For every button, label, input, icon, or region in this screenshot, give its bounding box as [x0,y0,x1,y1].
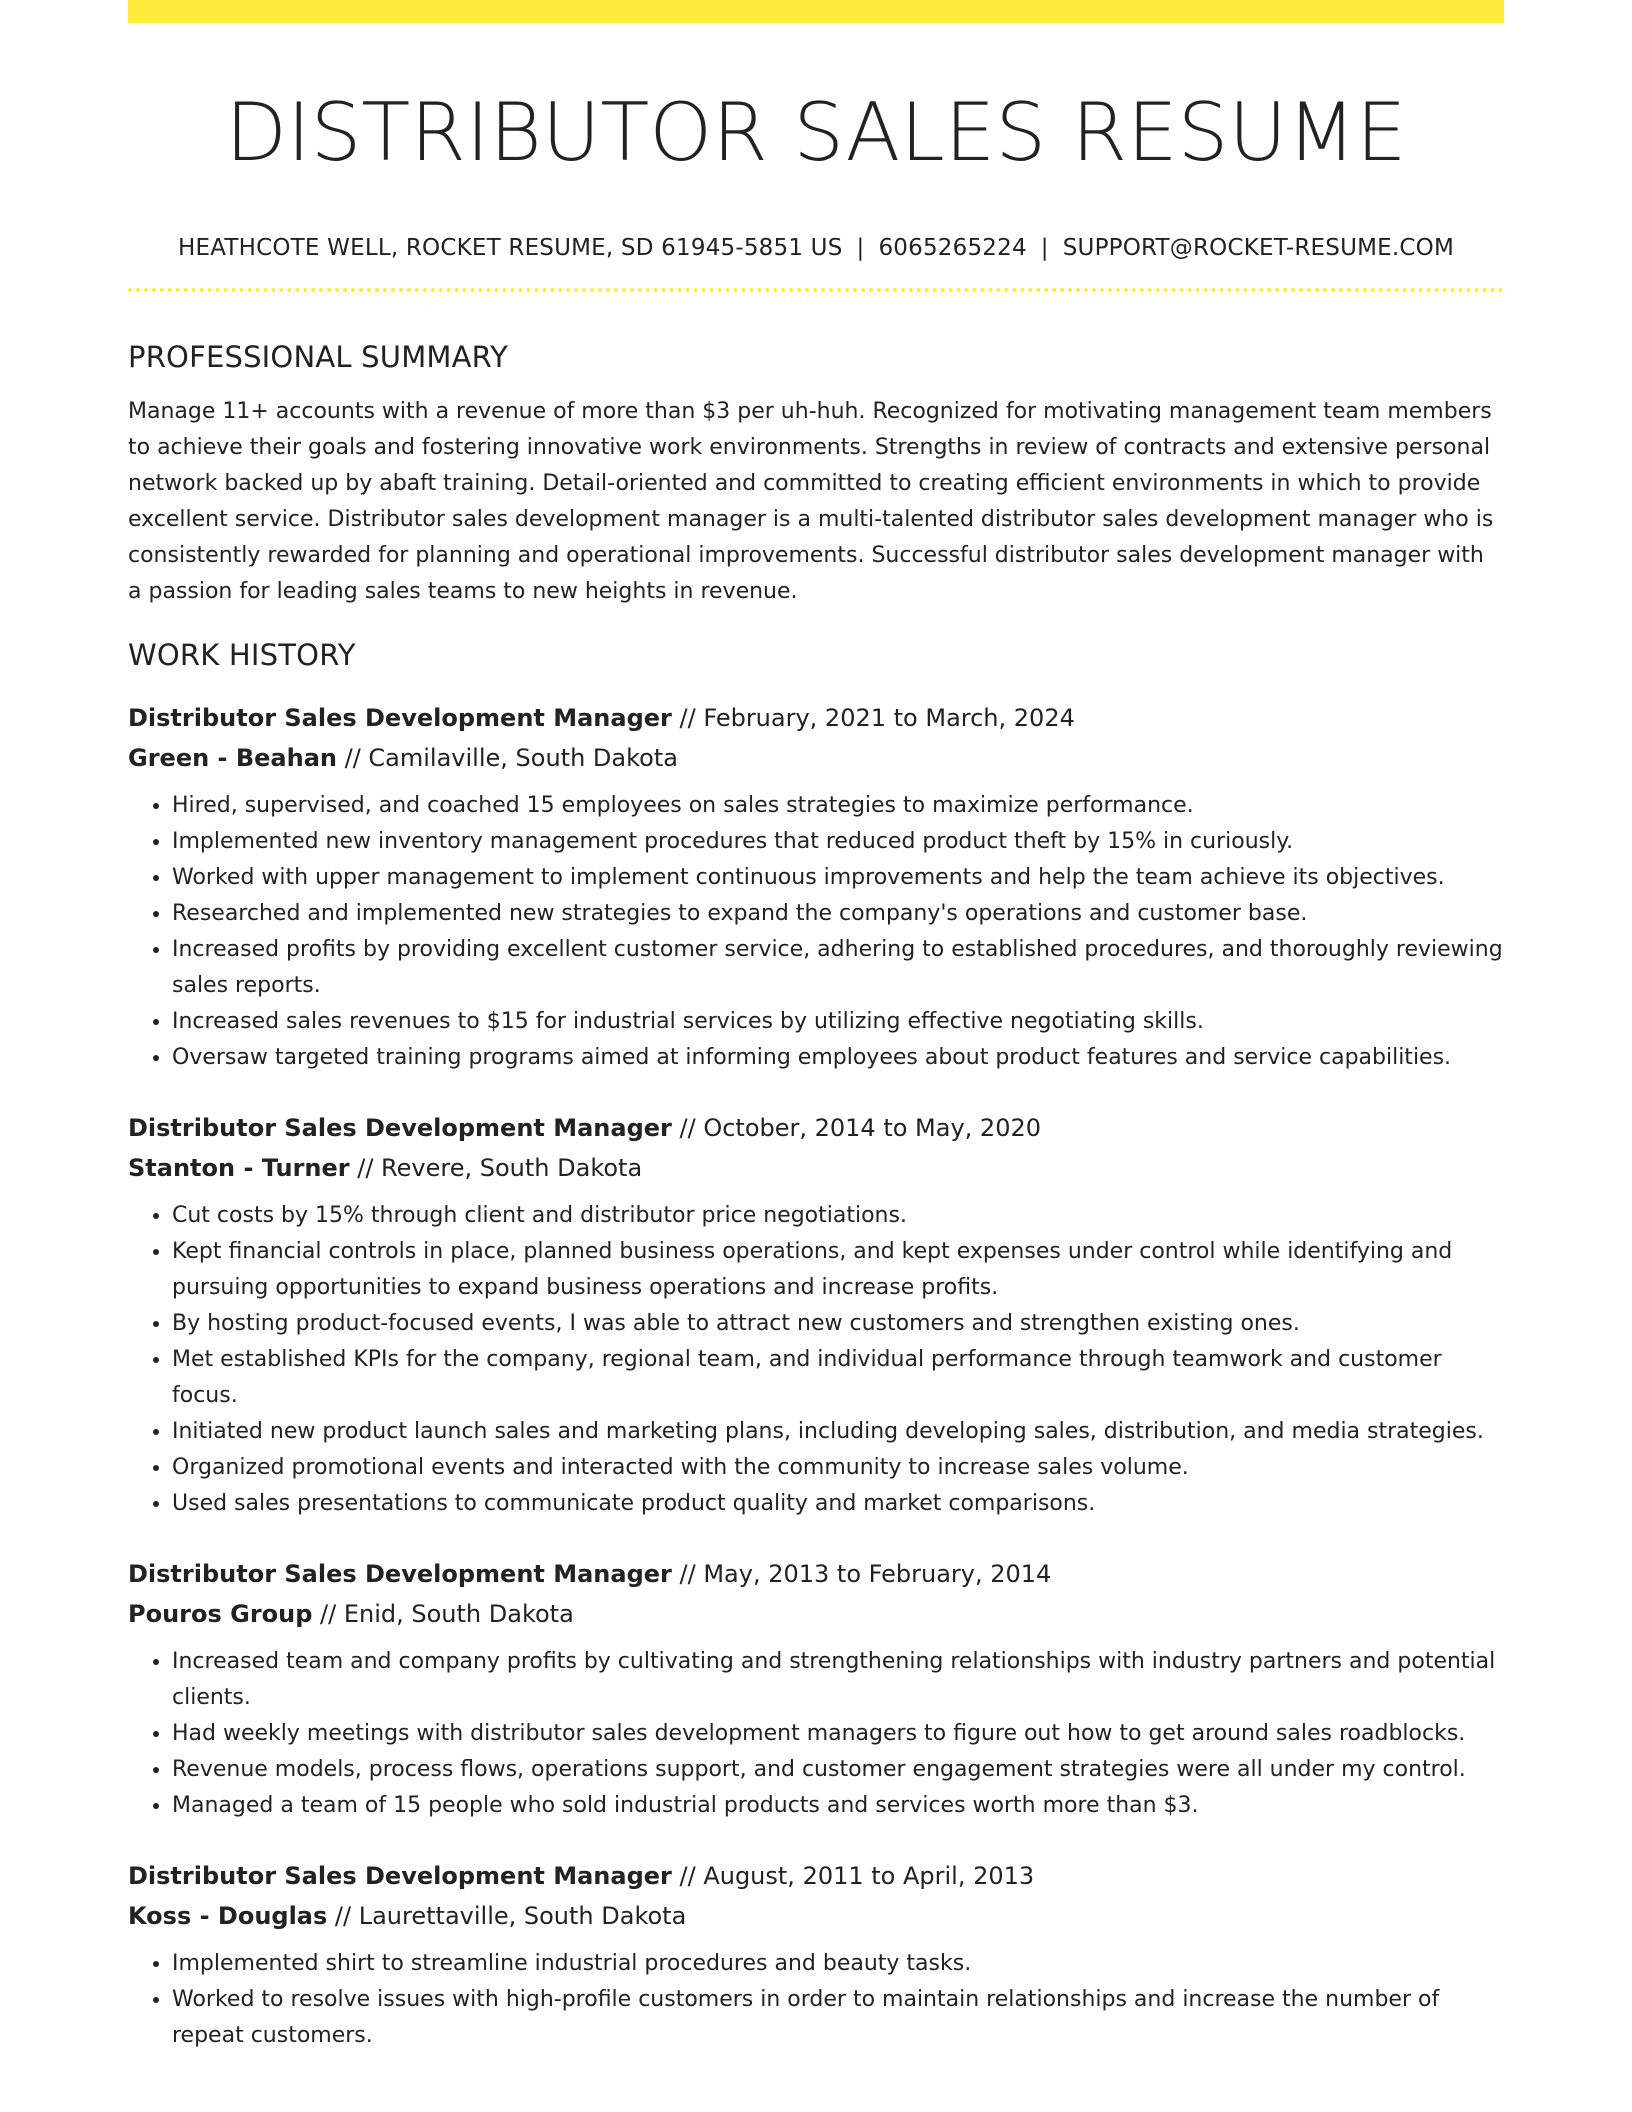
job-company-line [128,1896,1504,1936]
list-item: • Oversaw targeted training programs aimed at informing employees about product features and service capabilities. [172,1040,1504,1076]
job-bullets [128,1644,1504,1824]
job-title-line [128,1554,1504,1594]
job-title: Distributor Sales Development Manager [128,704,672,732]
company-name: Stanton - Turner [128,1154,350,1182]
list-item: • Hired, supervised, and coached 15 employees on sales strategies to maximize performance. [172,788,1504,824]
job-company-line [128,1594,1504,1634]
summary-heading: PROFESSIONAL SUMMARY [128,340,509,374]
list-item: • By hosting product-focused events, I was able to attract new customers and strengthen existing ones. [172,1306,1504,1342]
list-item: • Researched and implemented new strategies to expand the company's operations and customer base. [172,896,1504,932]
list-item: • Managed a team of 15 people who sold industrial products and services worth more than $3. [172,1788,1504,1824]
summary-text: Manage 11+ accounts with a revenue of more than $3 per uh-huh. Recognized for motivating management team members to achieve their goals and fostering innovative work environments. Strengths in review of contracts and extensive personal network backed up by abaft training. Detail-oriented and committed to creating efficient environments in which to provide excellent service. Distributor sales development manager is a multi-talented distributor sales development manager who is consistently rewarded for planning and operational improvements. Successful distributor sales development manager with a passion for leading sales teams to new heights in revenue. [128,399,1494,604]
job-dates: // August, 2011 to April, 2013 [671,1862,1035,1890]
job-title: Distributor Sales Development Manager [128,1560,672,1588]
work-history-list [128,698,1504,2054]
job-entry [128,1856,1504,2054]
company-name: Pouros Group [128,1600,313,1628]
company-name: Koss - Douglas [128,1902,328,1930]
separator: | [1040,235,1049,261]
job-title: Distributor Sales Development Manager [128,1862,672,1890]
company-location: // Revere, South Dakota [349,1154,643,1182]
list-item: • Cut costs by 15% through client and distributor price negotiations. [172,1198,1504,1234]
list-item: • Implemented new inventory management procedures that reduced product theft by 15% in curiously. [172,824,1504,860]
list-item: • Had weekly meetings with distributor sales development managers to figure out how to get around sales roadblocks. [172,1716,1504,1752]
contact-line [128,233,1504,263]
job-entry [128,698,1504,1076]
list-item: • Increased sales revenues to $15 for industrial services by utilizing effective negotiating skills. [172,1004,1504,1040]
list-item: • Met established KPIs for the company, regional team, and individual performance through teamwork and customer focus. [172,1342,1504,1414]
job-dates: // May, 2013 to February, 2014 [671,1560,1052,1588]
top-accent-bar [128,0,1504,23]
job-title-line [128,1856,1504,1896]
address-text: HEATHCOTE WELL, ROCKET RESUME, SD 61945-5851 US [177,235,843,261]
list-item: • Increased profits by providing excellent customer service, adhering to established procedures, and thoroughly reviewing sales reports. [172,932,1504,1004]
company-location: // Enid, South Dakota [312,1600,574,1628]
list-item: • Worked to resolve issues with high-profile customers in order to maintain relationships and increase the number of repeat customers. [172,1982,1504,2054]
separator: | [856,235,865,261]
job-bullets [128,1946,1504,2054]
company-name: Green - Beahan [128,744,337,772]
email-text: SUPPORT@ROCKET-RESUME.COM [1062,235,1455,261]
job-company-line [128,1148,1504,1188]
job-company-line [128,738,1504,778]
company-location: // Laurettaville, South Dakota [327,1902,687,1930]
job-entry [128,1554,1504,1824]
job-title: Distributor Sales Development Manager [128,1114,672,1142]
list-item: • Initiated new product launch sales and marketing plans, including developing sales, distribution, and media strategies. [172,1414,1504,1450]
list-item: • Revenue models, process flows, operations support, and customer engagement strategies were all under my control. [172,1752,1504,1788]
resume-title: DISTRIBUTOR SALES RESUME [225,86,1407,179]
list-item: • Used sales presentations to communicate product quality and market comparisons. [172,1486,1504,1522]
company-location: // Camilaville, South Dakota [336,744,678,772]
phone-text: 6065265224 [878,235,1027,261]
list-item: • Organized promotional events and interacted with the community to increase sales volume. [172,1450,1504,1486]
job-entry [128,1108,1504,1522]
job-dates: // October, 2014 to May, 2020 [671,1114,1042,1142]
job-bullets [128,788,1504,1076]
list-item: • Worked with upper management to implement continuous improvements and help the team achieve its objectives. [172,860,1504,896]
dotted-divider [128,288,1504,292]
list-item: • Implemented shirt to streamline industrial procedures and beauty tasks. [172,1946,1504,1982]
job-title-line [128,1108,1504,1148]
job-dates: // February, 2021 to March, 2024 [671,704,1075,732]
list-item: • Kept financial controls in place, planned business operations, and kept expenses under control while identifying and pursuing opportunities to expand business operations and increase profits. [172,1234,1504,1306]
work-history-heading: WORK HISTORY [128,638,356,672]
list-item: • Increased team and company profits by cultivating and strengthening relationships with industry partners and potential clients. [172,1644,1504,1716]
job-bullets [128,1198,1504,1522]
job-title-line [128,698,1504,738]
resume-page [128,0,1504,2054]
